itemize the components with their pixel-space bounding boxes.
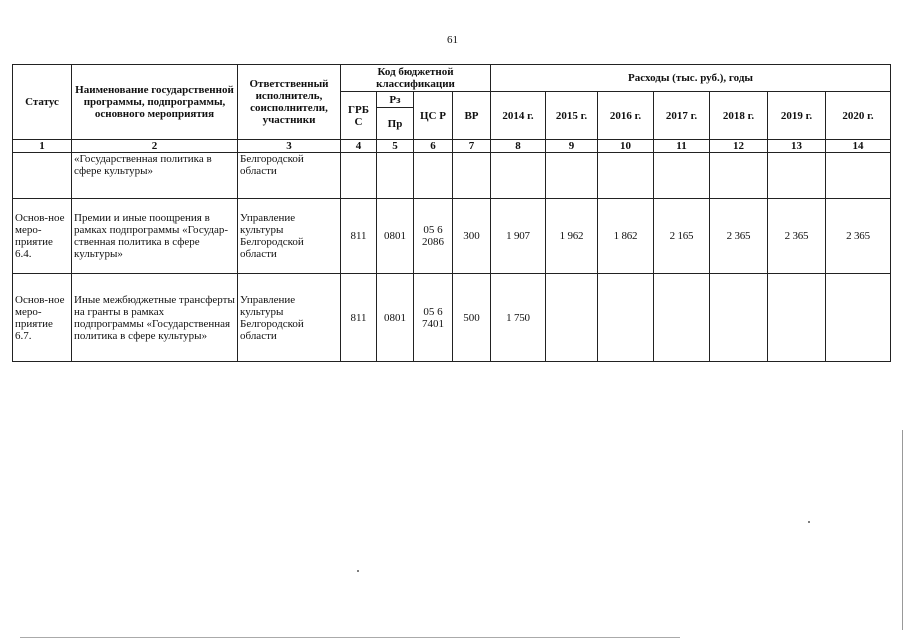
- value-cell: 1 862: [598, 199, 654, 274]
- status-cell: [13, 153, 72, 199]
- csr-cell: 05 6 2086: [414, 199, 453, 274]
- responsible-cell: Белгородской области: [238, 153, 341, 199]
- table-row: [13, 274, 891, 362]
- value-cell: [768, 274, 826, 362]
- column-number: 10: [598, 140, 654, 153]
- program-name-cell: Премии и иные поощрения в рамках подпрограммы «Государ-ственная политика в сфере культуры»: [72, 199, 238, 274]
- csr-cell: 05 6 7401: [414, 274, 453, 362]
- value-cell: [710, 274, 768, 362]
- header-year-2020: 2020 г.: [826, 92, 891, 140]
- header-budget-code: Код бюджетной классификации: [341, 65, 491, 92]
- header-pr: Пр: [377, 108, 414, 140]
- value-cell: 1 907: [491, 199, 546, 274]
- header-vr: ВР: [453, 92, 491, 140]
- header-year-2018: 2018 г.: [710, 92, 768, 140]
- grbs-cell: 811: [341, 199, 377, 274]
- header-rz: Рз: [377, 92, 414, 108]
- column-number: 14: [826, 140, 891, 153]
- grbs-cell: 811: [341, 274, 377, 362]
- column-number: 6: [414, 140, 453, 153]
- column-number: 2: [72, 140, 238, 153]
- column-number: 9: [546, 140, 598, 153]
- column-number: 3: [238, 140, 341, 153]
- value-cell: 2 165: [654, 199, 710, 274]
- value-cell: [768, 153, 826, 199]
- rzpr-cell: 0801: [377, 199, 414, 274]
- value-cell: [710, 153, 768, 199]
- column-number: 13: [768, 140, 826, 153]
- scan-edge-line: [902, 430, 903, 630]
- scan-edge-line: [20, 637, 680, 638]
- value-cell: 2 365: [710, 199, 768, 274]
- program-name-cell: Иные межбюджетные трансферты на гранты в рамках подпрограммы «Государственная политика в сфере культуры»: [72, 274, 238, 362]
- header-year-2014: 2014 г.: [491, 92, 546, 140]
- column-number: 4: [341, 140, 377, 153]
- status-cell: Основ-ное меро-приятие 6.7.: [13, 274, 72, 362]
- value-cell: [491, 153, 546, 199]
- column-number: 12: [710, 140, 768, 153]
- header-program-name: Наименование государственной программы, подпрограммы, основного мероприятия: [72, 65, 238, 140]
- header-year-2017: 2017 г.: [654, 92, 710, 140]
- header-year-2015: 2015 г.: [546, 92, 598, 140]
- value-cell: [546, 153, 598, 199]
- value-cell: 2 365: [826, 199, 891, 274]
- status-cell: Основ-ное меро-приятие 6.4.: [13, 199, 72, 274]
- page-number: 61: [447, 34, 458, 46]
- header-year-2019: 2019 г.: [768, 92, 826, 140]
- value-cell: [826, 274, 891, 362]
- vr-cell: [453, 153, 491, 199]
- header-status: Статус: [13, 65, 72, 140]
- value-cell: [826, 153, 891, 199]
- header-csr: ЦС Р: [414, 92, 453, 140]
- table-row: [13, 199, 891, 274]
- value-cell: 1 962: [546, 199, 598, 274]
- csr-cell: [414, 153, 453, 199]
- value-cell: [654, 274, 710, 362]
- value-cell: [598, 153, 654, 199]
- header-grbs: ГРБ С: [341, 92, 377, 140]
- column-number: 5: [377, 140, 414, 153]
- value-cell: 1 750: [491, 274, 546, 362]
- responsible-cell: Управление культуры Белгородской области: [238, 274, 341, 362]
- table-row: [13, 153, 891, 199]
- responsible-cell: Управление культуры Белгородской области: [238, 199, 341, 274]
- header-responsible: Ответственный исполнитель, соисполнители, участники: [238, 65, 341, 140]
- vr-cell: 300: [453, 199, 491, 274]
- column-number: 1: [13, 140, 72, 153]
- header-year-2016: 2016 г.: [598, 92, 654, 140]
- vr-cell: 500: [453, 274, 491, 362]
- rzpr-cell: 0801: [377, 274, 414, 362]
- scan-speck: [808, 521, 810, 523]
- value-cell: 2 365: [768, 199, 826, 274]
- rzpr-cell: [377, 153, 414, 199]
- column-number: 8: [491, 140, 546, 153]
- value-cell: [654, 153, 710, 199]
- scan-speck: [357, 570, 359, 572]
- value-cell: [546, 274, 598, 362]
- header-expenses: Расходы (тыс. руб.), годы: [491, 65, 891, 92]
- column-number: 11: [654, 140, 710, 153]
- column-number: 7: [453, 140, 491, 153]
- budget-table: [12, 64, 891, 362]
- program-name-cell: «Государственная политика в сфере культуры»: [72, 153, 238, 199]
- grbs-cell: [341, 153, 377, 199]
- value-cell: [598, 274, 654, 362]
